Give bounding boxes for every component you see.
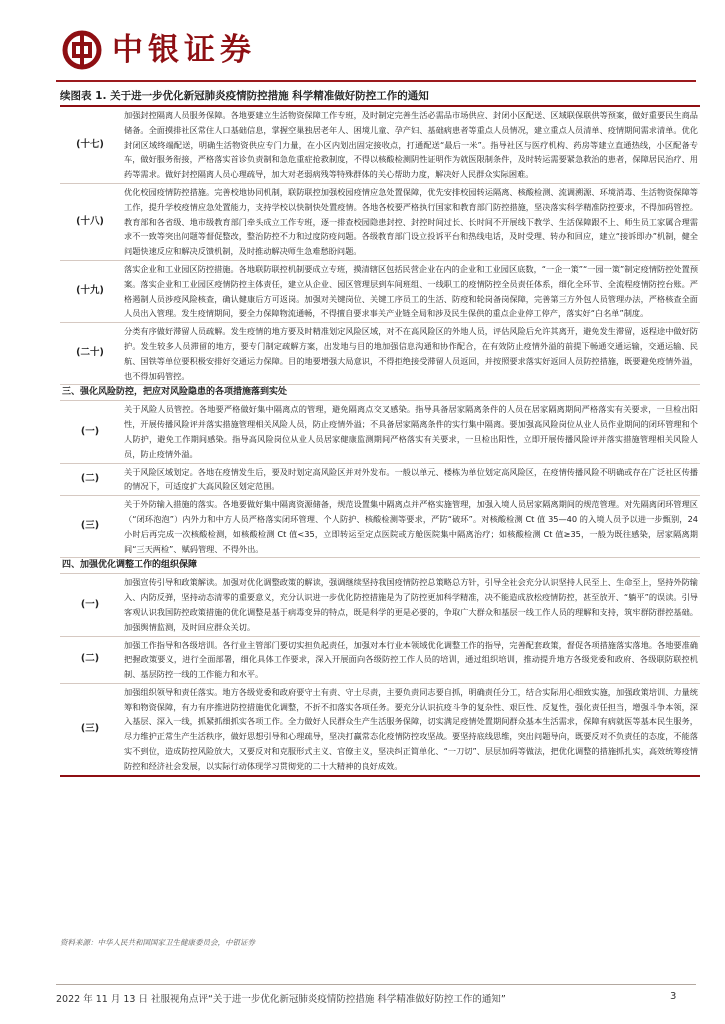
table-row [60, 496, 700, 558]
row-number: (三) [60, 683, 120, 775]
row-number: (二) [60, 463, 120, 496]
row-text: 落实企业和工业园区防控措施。各地联防联控机制要成立专班，摸清辖区包括民营企业在内的企业和工业园区底数，“一企一策”“一园一策”制定疫情防控处置预案。落实企业和工业园区疫情防控主体责任，建立从企业、园区管理层到车间班组、一线职工的疫情防控全员责任体系，细化全环节、全流程疫情防控台账。严格遏制人员涉疫风险核查，确认健康后方可返岗。加强对关键岗位、关键工序员工的生活、防疫和轮岗备岗保障，完善第三方外包人员管理办法，严格核查全面人员出入管理。发生疫情期间，要全力保障物流通畅，不得擅自要求事关产业链全局和涉及民生保供的重点企业停工停产，落实好“白名单”制度。 [120, 260, 700, 322]
bank-of-china-logo-icon [62, 30, 102, 70]
table-row [60, 106, 700, 183]
table-row [60, 401, 700, 463]
row-text: 加强工作指导和各级培训。各行业主管部门要切实担负起责任，加强对本行业本领域优化调整工作的指导，完善配套政策，督促各项措施落实落地。各地要准确把握政策要义，进行全面部署，细化具体工作要求，深入开展面向各级防控工作人员的培训，通过组织培训，推动提升地方各级党委和政府、各级联防联控机制、基层防控一线的工作能力和水平。 [120, 636, 700, 683]
header-divider [56, 80, 696, 82]
row-text: 加强宣传引导和政策解读。加强对优化调整政策的解读，强调继续坚持我国疫情防控总策略总方针，引导全社会充分认识坚持人民至上、生命至上，坚持外防输入、内防反弹，坚持动态清零的重要意义，充分认识进一步优化防控措施是为了防控更加科学精准，决不能造成放松疫情防控，甚至放开、“躺平”的误读。引导客观认识我国防控政策措施的优化调整是基于病毒变异的特点，既是科学的更是必要的，争取广大群众和基层一线工作人员的理解和支持，筑牢群防群控基础。加强舆情监测，及时回应群众关切。 [120, 574, 700, 636]
row-number: (二十) [60, 323, 120, 385]
source-note: 资料来源：中华人民共和国国家卫生健康委员会，中银证券 [60, 938, 255, 947]
row-number: (三) [60, 496, 120, 558]
table-row [60, 463, 700, 496]
table-row [60, 574, 700, 636]
page-header [56, 26, 696, 74]
section-heading-row [60, 558, 700, 574]
table-title: 续图表 1. 关于进一步优化新冠肺炎疫情防控措施 科学精准做好防控工作的通知 [60, 90, 429, 102]
row-number: (一) [60, 401, 120, 463]
footer-text: 2022 年 11 月 13 日 社服视角点评“关于进一步优化新冠肺炎疫情防控措施 科学精准做好防控工作的通知” [56, 994, 506, 1005]
table-row [60, 260, 700, 322]
notice-table [60, 105, 700, 777]
table-row [60, 183, 700, 260]
row-text: 加强组织领导和责任落实。地方各级党委和政府要守土有责、守土尽责，主要负责同志要自抓，明确责任分工，结合实际用心细致实施，加强政策培训、力量统筹和物资保障，有力有序推进防控措施优化调整，不折不扣落实各项任务。要充分认识抗疫斗争的复杂性、艰巨性、反复性，强化责任担当，增强斗争本领，深入基层、深入一线，抓紧抓细抓实各项工作。全力做好人民群众生产生活服务保障，切实满足疫情处置期间群众基本生活需求，保障有病就医等基本民生服务，尽力维护正常生产生活秩序，做好思想引导和心理疏导，坚决打赢常态化疫情防控攻坚战。要坚持底线思维，突出问题导向，既要反对不负责任的态度，不能落实不到位，造成防控风险放大，又要反对和克服形式主义、官僚主义，坚决纠正简单化、“一刀切”、层层加码等做法，把优化调整的措施抓扎实，高效统筹疫情防控和经济社会发展，以实际行动体现学习贯彻党的二十大精神的良好成效。 [120, 683, 700, 775]
table-row [60, 323, 700, 385]
table-row [60, 636, 700, 683]
section-heading-row [60, 385, 700, 401]
row-number: (一) [60, 574, 120, 636]
row-text: 分类有序做好滞留人员疏解。发生疫情的地方要及时精准划定风险区域，对不在高风险区的外地人员，评估风险后允许其离开，避免发生滞留，返程途中做好防护。发生较多人员滞留的地方，要专门制定疏解方案，出发地与目的地加强信息沟通和协作配合，在有效防止疫情外溢的前提下畅通交通运输，交通运输、民航、国铁等单位要积极安排好交通运力保障。目的地要增强大局意识，不得拒绝接受滞留人员返回，并按照要求落实好返回人员防控措施，既要避免疫情外溢，也不得加码管控。 [120, 323, 700, 385]
row-number: (二) [60, 636, 120, 683]
footer-divider [56, 984, 696, 985]
row-number: (十九) [60, 260, 120, 322]
section-heading: 四、加强优化调整工作的组织保障 [60, 558, 700, 574]
table-row [60, 683, 700, 775]
row-text: 关于外防输入措施的落实。各地要做好集中隔离资源储备，规范设置集中隔离点并严格实施管理，加强入境人员居家隔离期间的规范管理。对先隔离闭环管理区（“闭环泡泡”）内外力和中方人员严格落实闭环管理、个人防护、核酸检测等要求，严防“破环”。对核酸检测 Ct 值 35—40 的入境人员予以进一步甄别，24 小时后再完成一次核酸检测，如核酸检测 Ct 值<35，立即转运至定点医院或方舱医院集中隔离治疗；如核酸检测 Ct 值≥35，一般为既往感染，居家隔离期间“三天两检”、赋码管理、不得外出。 [120, 496, 700, 558]
row-number: (十八) [60, 183, 120, 260]
row-text: 关于风险人员管控。各地要严格做好集中隔离点的管理，避免隔离点交叉感染。指导具备居家隔离条件的人员在居家隔离期间严格落实有关要求，一旦检出阳性，开展传播风险评并落实措施管理相关风险人员，防止疫情外溢；不具备居家隔离条件的实行集中隔离。要加强高风险岗位从业人员作业期间的闭环管理和个人防护，避免工作期间感染。指导高风险岗位从业人员居家健康监测期间严格落实有关要求，一旦检出阳性，立即开展传播风险评并落实措施管理相关风险人员，防止疫情外溢。 [120, 401, 700, 463]
row-text: 优化校园疫情防控措施。完善校地协同机制，联防联控加强校园疫情应急处置保障，优先安排校园转运隔离、核酸检测、流调溯源、环境消毒、生活物资保障等工作，提升学校疫情应急处置能力，支持学校以快制快处置疫情。各地各校要严格执行国家和教育部门防控措施，坚决落实科学精准防控要求，不得加码管控。教育部和各省级、地市级教育部门牵头成立工作专班，逐一排查校园隐患封控、封控时间过长、长时间不开展线下教学、生活保障跟不上、师生员工家属合理需求不一致等突出问题等督促整改，整治防控不力和过度防疫问题。各级教育部门设立投诉平台和热线电话，及时受理、转办和回应，建立“接诉即办”机制，健全问题快速反应和解决反馈机制，及时推动解决师生急难愁盼问题。 [120, 183, 700, 260]
page-number: 3 [670, 991, 677, 1002]
row-text: 关于风险区域划定。各地在疫情发生后，要及时划定高风险区并对外发布。一般以单元、楼栋为单位划定高风险区，在疫情传播风险不明确或存在广泛社区传播的情况下，可适度扩大高风险区划定范围。 [120, 463, 700, 496]
row-number: (十七) [60, 106, 120, 183]
brand-name: 中银证券 [112, 32, 256, 68]
row-text: 加强封控隔离人员服务保障。各地要建立生活物资保障工作专班，及时制定完善生活必需品市场供应、封闭小区配送、区域联保联供等预案，做好重要民生商品储备。全面摸排社区常住人口基础信息，掌握空巢独居老年人、困境儿童、孕产妇、基础病患者等重点人员情况，建立重点人员清单、疫情期间需求清单。优化封闭区域终端配送，明确生活物资供应专门力量，在小区内划出固定接收点，打通配送“最后一米”。指导社区与医疗机构、药房等建立直通热线，小区配备专车，做好服务衔接，严格落实首诊负责制和急危重症抢救制度，不得以核酸检测阴性证明作为就医限制条件，及时转运需要紧急救治的患者，保障居民治疗、用药等需求。做好封控隔离人员心理疏导，加大对老弱病残等特殊群体的关心帮助力度，解决好人民群众实际困难。 [120, 106, 700, 183]
section-heading: 三、强化风险防控，把应对风险隐患的各项措施落到实处 [60, 385, 700, 401]
